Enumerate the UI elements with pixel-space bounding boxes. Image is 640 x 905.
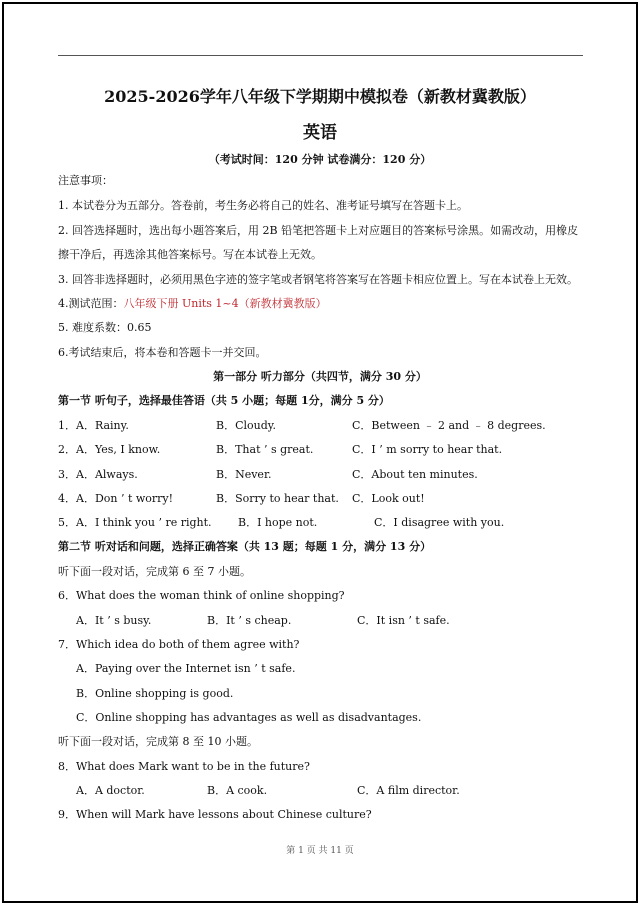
q7-option-b: B．Online shopping is good. (76, 687, 234, 700)
q2-option-a: A．Yes, I know. (76, 443, 161, 456)
q4-option-a: A．Don ’ t worry! (76, 492, 174, 505)
note-item-4 (58, 297, 327, 311)
q3-option-c: C．About ten minutes. (352, 468, 478, 481)
q6-option-c: C．It isn ’ t safe. (357, 614, 450, 627)
q4-option-c: C．Look out! (352, 492, 425, 505)
q9-stem: 9．When will Mark have lessons about Chinese culture? (58, 808, 372, 821)
q7-stem: 7．Which idea do both of them agree with? (58, 638, 300, 651)
q7-option-c: C．Online shopping has advantages as well as disadvantages. (76, 711, 422, 724)
q6-option-a: A．It ’ s busy. (76, 614, 152, 627)
q1-option-c: C．Between ﹣ 2 and ﹣ 8 degrees. (352, 419, 546, 432)
note-item-6: 6.考试结束后，将本卷和答题卡一并交回。 (58, 346, 267, 359)
q8-option-a: A．A doctor. (76, 784, 145, 797)
q3-option-b: B．Never. (216, 468, 272, 481)
q1-option-b: B．Cloudy. (216, 419, 277, 432)
q5-option-c: C．I disagree with you. (374, 516, 505, 529)
q4-number: 4． (58, 492, 76, 505)
note-item-3: 3. 回答非选择题时，必须用黑色字迹的签字笔或者钢笔将答案写在答题卡相应位置上。写在本试卷上无效。 (58, 273, 578, 286)
part1-heading: 第一部分 听力部分（共四节，满分 30 分） (213, 370, 427, 383)
exam-info: （考试时间：120 分钟 试卷满分：120 分） (208, 153, 432, 166)
test-scope: 八年级下册 Units 1~4（新教材冀教版） (123, 297, 327, 310)
q2-option-c: C．I ’ m sorry to hear that. (352, 443, 503, 456)
q1-option-a: A．Rainy. (76, 419, 129, 432)
exam-title: 2025-2026学年八年级下学期期中模拟卷（新教材冀教版） (104, 87, 536, 106)
notes-heading: 注意事项： (58, 174, 113, 187)
note-item-5: 5. 难度系数：0.65 (58, 321, 152, 334)
q3-number: 3． (58, 468, 76, 481)
q6-stem: 6．What does the woman think of online shopping? (58, 589, 345, 602)
note-item-2b: 擦干净后，再选涂其他答案标号。写在本试卷上无效。 (58, 248, 322, 261)
note-item-1: 1. 本试卷分为五部分。答卷前，考生务必将自己的姓名、准考证号填写在答题卡上。 (58, 199, 468, 212)
q6-option-b: B．It ’ s cheap. (207, 614, 292, 627)
note-item-4-prefix: 4.测试范围： (58, 297, 124, 310)
q8-option-b: B．A cook. (207, 784, 268, 797)
q8-option-c: C．A film director. (357, 784, 460, 797)
q5-option-b: B．I hope not. (238, 516, 318, 529)
intro-8-10: 听下面一段对话，完成第 8 至 10 小题。 (58, 735, 258, 748)
subject-title: 英语 (303, 123, 337, 143)
q2-number: 2． (58, 443, 76, 456)
note-item-2a: 2. 回答选择题时，选出每小题答案后，用 2B 铅笔把答题卡上对应题目的答案标号涂黑。如需改动，用橡皮 (58, 224, 579, 237)
q2-option-b: B．That ’ s great. (216, 443, 314, 456)
page-number: 第 1 页 共 11 页 (286, 846, 354, 856)
q1-number: 1． (58, 419, 76, 432)
section1-heading: 第一节 听句子，选择最佳答语（共 5 小题；每题 1分，满分 5 分） (58, 394, 390, 407)
section2-heading: 第二节 听对话和问题，选择正确答案（共 13 题；每题 1 分，满分 13 分） (58, 540, 432, 553)
q4-option-b: B．Sorry to hear that. (216, 492, 339, 505)
q8-stem: 8．What does Mark want to be in the future? (58, 760, 310, 773)
top-divider (58, 55, 583, 56)
q3-option-a: A．Always. (76, 468, 138, 481)
q5-number: 5． (58, 516, 76, 529)
intro-6-7: 听下面一段对话，完成第 6 至 7 小题。 (58, 565, 251, 578)
q7-option-a: A．Paying over the Internet isn ’ t safe. (76, 662, 296, 675)
q5-option-a: A．I think you ’ re right. (76, 516, 212, 529)
